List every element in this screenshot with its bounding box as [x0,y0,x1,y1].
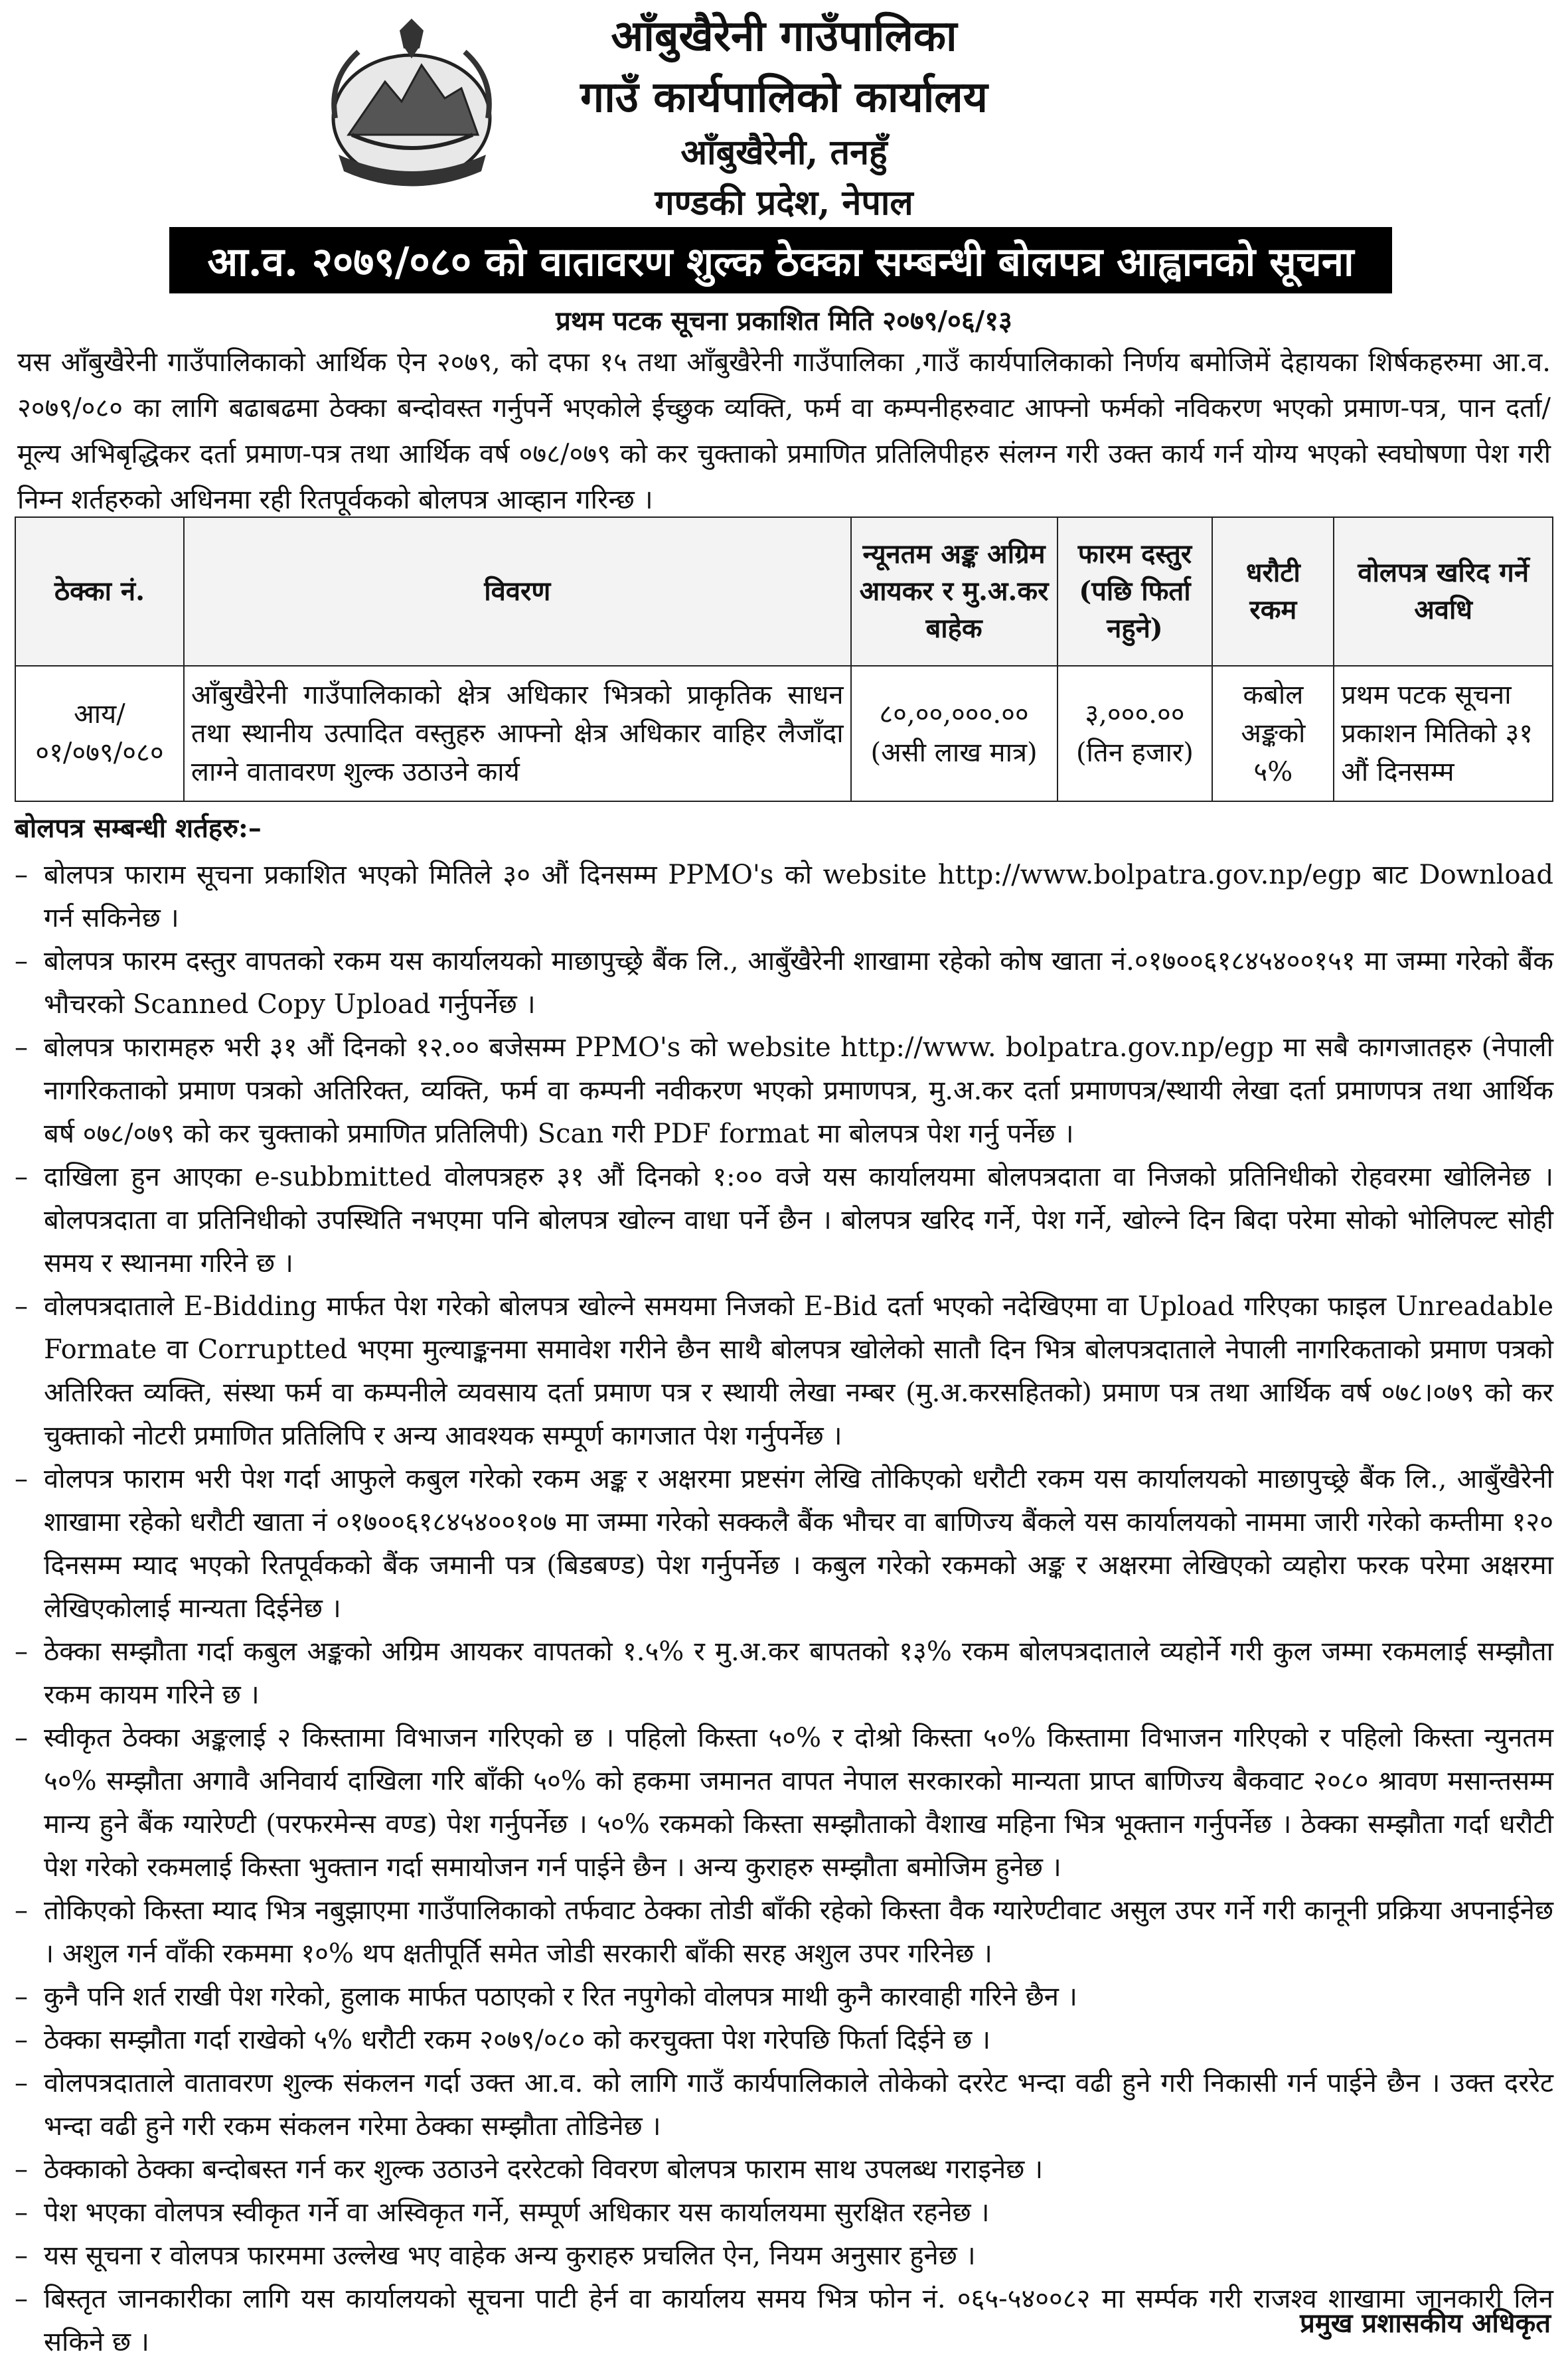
form-fee-figure: ३,०००.०० [1085,699,1185,730]
header-deposit: धरौटी रकम [1212,517,1334,666]
bullet-dash: – [15,2241,28,2271]
condition-text: ठेक्काको ठेक्का बन्दोबस्त गर्न कर शुल्क उठाउने दररेटको विवरण बोलपत्र फाराम साथ उपलब्ध गराइनेछ । [44,2154,1044,2185]
list-item [15,2191,1553,2235]
list-item [15,854,1553,940]
condition-text: बोलपत्र फाराम सूचना प्रकाशित भएको मितिले ३० औं दिनसम्म PPMO's को website http://www.bolpatra.gov.np/egp बाट Download गर्न सकिनेछ । [44,860,1553,933]
bullet-dash: – [15,1464,28,1494]
condition-text: तोकिएको किस्ता म्याद भित्र नबुझाएमा गाउँपालिकाको तर्फवाट ठेक्का तोडी बाँकी रहेको किस्ता वैक ग्यारेण्टीवाट असुल उपर गर्ने गरी कानूनी प्रक्रिया अपनाईनेछ । अशुल गर्न वाँकी रकममा १०% थप क्षतीपूर्ति समेत जोडी सरकारी बाँकी सरह अशुल उपर गरिनेछ । [44,1895,1553,1969]
bullet-dash: – [15,2197,28,2228]
condition-text: दाखिला हुन आएका e-subbmitted वोलपत्रहरु ३१ औं दिनको १:०० वजे यस कार्यालयमा बोलपत्रदाता वा निजको प्रतिनिधीको रोहवरमा खोलिनेछ । बोलपत्रदाता वा प्रतिनिधीको उपस्थिति नभएमा पनि बोलपत्र खोल्न वाधा पर्ने छैन । बोलपत्र खरिद गर्ने, पेश गर्ने, खोल्ने दिन बिदा परेमा सोको भोलिपल्ट सोही समय र स्थानमा गरिने छ । [44,1162,1553,1279]
letterhead [0,0,1568,223]
header-form-fee: फारम दस्तुर (पछि फिर्ता नहुने) [1058,517,1213,666]
list-item [15,940,1553,1026]
list-item [15,1026,1553,1156]
header-contract-no: ठेक्का नं. [15,517,184,666]
list-item [15,1458,1553,1630]
bullet-dash: – [15,1895,28,1926]
condition-text: पेश भएका वोलपत्र स्वीकृत गर्ने वा अस्विकृत गर्ने, सम्पूर्ण अधिकार यस कार्यालयमा सुरक्षित रहनेछ । [44,2197,990,2228]
cell-form-fee [1058,666,1213,801]
list-item [15,1889,1553,1976]
list-item [15,2062,1553,2148]
header-description: विवरण [184,517,851,666]
cell-min-amount [851,666,1058,801]
table-header-row [15,517,1553,666]
bullet-dash: – [15,1723,28,1753]
list-item [15,1630,1553,1717]
condition-text: वोलपत्रदाताले वातावरण शुल्क संकलन गर्दा उक्त आ.व. को लागि गाउँ कार्यपालिकाले तोकेको दररेट भन्दा वढी हुने गरी निकासी गर्न पाईने छैन । उक्त दररेट भन्दा वढी हुने गरी रकम संकलन गरेमा ठेक्का सम्झौता तोडिनेछ । [44,2068,1553,2142]
bullet-dash: – [15,2025,28,2055]
bullet-dash: – [15,2154,28,2185]
condition-text: यस सूचना र वोलपत्र फारममा उल्लेख भए वाहेक अन्य कुराहरु प्रचलित ऐन, नियम अनुसार हुनेछ । [44,2241,976,2271]
list-item [15,1717,1553,1889]
list-item [15,1285,1553,1458]
publish-date: प्रथम पटक सूचना प्रकाशित मिति २०७९/०६/१३ [556,305,1012,337]
tender-table [15,516,1553,802]
province-country: गण्डकी प्रदेश, नेपाल [655,183,913,223]
min-amount-figure: ८०,००,०००.०० [879,699,1029,730]
header-purchase-period: वोलपत्र खरिद गर्ने अवधि [1334,517,1553,666]
cell-purchase-period: प्रथम पटक सूचना प्रकाशन मितिको ३१ औं दिनसम्म [1334,666,1553,801]
conditions-list [15,854,1553,2364]
bullet-dash: – [15,1636,28,1667]
header-min-amount: न्यूनतम अङ्क अग्रिम आयकर र मु.अ.कर बाहेक [851,517,1058,666]
notice-title-banner: आ.व. २०७९/०८० को वातावरण शुल्क ठेक्का सम्बन्धी बोलपत्र आह्वानको सूचना [169,227,1392,293]
bullet-dash: – [15,2284,28,2314]
condition-text: वोलपत्र फाराम भरी पेश गर्दा आफुले कबुल गरेको रकम अङ्क र अक्षरमा प्रष्टसंग लेखि तोकिएको धरौटी रकम यस कार्यालयको माछापुच्छ्रे बैंक लि., आबुँखैरेनी शाखामा रहेको धरौटी खाता नं ०१७००६१८४५४००१०७ मा जम्मा गरेको सक्कलै बैंक भौचर वा बाणिज्य बैंकले यस कार्यालयको नाममा जारी गरेको कम्तीमा १२० दिनसम्म म्याद भएको रितपूर्वकको बैंक जमानी पत्र (बिडबण्ड) पेश गर्नुपर्नेछ । कबुल गरेको रकमको अङ्क र अक्षरमा लेखिएको व्यहोरा फरक परेमा अक्षरमा लेखिएकोलाई मान्यता दिईनेछ । [44,1464,1553,1624]
condition-text: बोलपत्र फारामहरु भरी ३१ औं दिनको १२.०० बजेसम्म PPMO's को website http://www. bolpatra.gov.np/egp मा सबै कागजातहरु (नेपाली नागरिकताको प्रमाण पत्रको अतिरिक्त, व्यक्ति, फर्म वा कम्पनी नवीकरण भएको प्रमाणपत्र, मु.अ.कर दर्ता प्रमाणपत्र/स्थायी लेखा दर्ता प्रमाणपत्र तथा आर्थिक बर्ष ०७८/०७९ को कर चुक्ताको प्रमाणित प्रतिलिपी) Scan गरी PDF format मा बोलपत्र पेश गर्नु पर्नेछ । [44,1032,1553,1149]
cell-deposit: कबोल अङ्कको ५% [1212,666,1334,801]
condition-text: वोलपत्रदाताले E-Bidding मार्फत पेश गरेको बोलपत्र खोल्ने समयमा निजको E-Bid दर्ता भएको नदेखिएमा वा Upload गरिएका फाइल Unreadable Formate वा Corruptted भएमा मुल्याङ्कनमा समावेश गरीने छैन साथै बोलपत्र खोलेको सातौ दिन भित्र बोलपत्रदाताले नेपाली नागरिकताको प्रमाण पत्रको अतिरिक्त व्यक्ति, संस्था फर्म वा कम्पनीले व्यवसाय दर्ता प्रमाण पत्र र स्थायी लेखा नम्बर (मु.अ.करसहितको) प्रमाण पत्र तथा आर्थिक वर्ष ०७८।०७९ को कर चुक्ताको नोटरी प्रमाणित प्रतिलिपि र अन्य आवश्यक सम्पूर्ण कागजात पेश गर्नुपर्नेछ । [44,1291,1553,1451]
bullet-dash: – [15,2068,28,2098]
min-amount-words: (असी लाख मात्र) [870,738,1038,768]
signatory-title: प्रमुख प्रशासकीय अधिकृत [1300,2308,1551,2339]
condition-text: बिस्तृत जानकारीका लागि यस कार्यालयको सूचना पाटी हेर्न वा कार्यालय समय भित्र फोन नं. ०६५-५४००८२ मा सर्म्पक गरी राजश्व शाखामा जानकारी लिन सकिने छ । [44,2284,1553,2357]
table-row [15,666,1553,801]
form-fee-words: (तिन हजार) [1075,738,1194,768]
list-item [15,1156,1553,1285]
list-item [15,2235,1553,2278]
condition-text: ठेक्का सम्झौता गर्दा कबुल अङ्कको अग्रिम आयकर वापतको १.५% र मु.अ.कर बापतको १३% रकम बोलपत्रदाताले व्यहोर्ने गरी कुल जम्मा रकमलाई सम्झौता रकम कायम गरिने छ । [44,1636,1553,1710]
bullet-dash: – [15,946,28,977]
office-location: आँबुखैरेनी, तनहुँ [680,132,888,173]
org-name: आँबुखैरेनी गाउँपालिका [611,11,957,61]
bullet-dash: – [15,1032,28,1063]
condition-text: बोलपत्र फारम दस्तुर वापतको रकम यस कार्यालयको माछापुच्छ्रे बैंक लि., आबुँखैरेनी शाखामा रहेको कोष खाता नं.०१७००६१८४५४००१५१ मा जम्मा गरेको बैंक भौचरको Scanned Copy Upload गर्नुपर्नेछ । [44,946,1553,1020]
bullet-dash: – [15,860,28,890]
list-item [15,2019,1553,2062]
condition-text: ठेक्का सम्झौता गर्दा राखेको ५% धरौटी रकम २०७९/०८० को करचुक्ता पेश गरेपछि फिर्ता दिईने छ । [44,2025,991,2055]
cell-description: आँबुखैरेनी गाउँपालिकाको क्षेत्र अधिकार भित्रको प्राकृतिक साधन तथा स्थानीय उत्पादित वस्तुहरु आफ्नो क्षेत्र अधिकार वाहिर लैजाँदा लाग्ने वातावरण शुल्क उठाउने कार्य [184,666,851,801]
list-item [15,2148,1553,2191]
cell-contract-no: आय/ ०१/०७९/०८० [15,666,184,801]
condition-text: स्वीकृत ठेक्का अङ्कलाई २ किस्तामा विभाजन गरिएको छ । पहिलो किस्ता ५०% र दोश्रो किस्ता ५०% किस्तामा विभाजन गरिएको र पहिलो किस्ता न्युनतम ५०% सम्झौता अगावै अनिवार्य दाखिला गरि बाँकी ५०% को हकमा जमानत वापत नेपाल सरकारको मान्यता प्राप्त बाणिज्य बैकवाट २०८० श्रावण मसान्तसम्म मान्य हुने बैंक ग्यारेण्टी (परफरमेन्स वण्ड) पेश गर्नुपर्नेछ । ५०% रकमको किस्ता सम्झौताको वैशाख महिना भित्र भूक्तान गर्नुपर्नेछ । ठेक्का सम्झौता गर्दा धरौटी पेश गरेको रकमलाई किस्ता भुक्तान गर्दा समायोजन गर्न पाईने छैन । अन्य कुराहरु सम्झौता बमोजिम हुनेछ । [44,1723,1553,1883]
office-name: गाउँ कार्यपालिको कार्यालय [580,72,988,122]
condition-text: कुनै पनि शर्त राखी पेश गरेको, हुलाक मार्फत पठाएको र रित नपुगेको वोलपत्र माथी कुनै कारवाही गरिने छैन । [44,1982,1077,2012]
bullet-dash: – [15,1162,28,1192]
conditions-heading: बोलपत्र सम्बन्धी शर्तहरु:– [15,813,262,844]
intro-paragraph: यस आँबुखैरेनी गाउँपालिकाको आर्थिक ऐन २०७९, को दफा १५ तथा आँबुखैरेनी गाउँपालिका ,गाउँ कार्यपालिकाको निर्णय बमोजिमें देहायका शिर्षकहरुमा आ.व. २०७९/०८० का लागि बढाबढमा ठेक्का बन्दोवस्त गर्नुपर्ने भएकोले ईच्छुक व्यक्ति, फर्म वा कम्पनीहरुवाट आफ्नो फर्मको नविकरण भएको प्रमाण-पत्र, पान दर्ता/मूल्य अभिबृद्धिकर दर्ता प्रमाण-पत्र तथा आर्थिक वर्ष ०७८/०७९ को कर चुक्ताको प्रमाणित प्रतिलिपीहरु संलग्न गरी उक्त कार्य गर्न योग्य भएको स्वघोषणा पेश गरी निम्न शर्तहरुको अधिनमा रही रितपूर्वकको बोलपत्र आव्हान गरिन्छ । [17,347,1551,515]
list-item [15,1976,1553,2019]
bullet-dash: – [15,1982,28,2012]
bullet-dash: – [15,1291,28,1322]
